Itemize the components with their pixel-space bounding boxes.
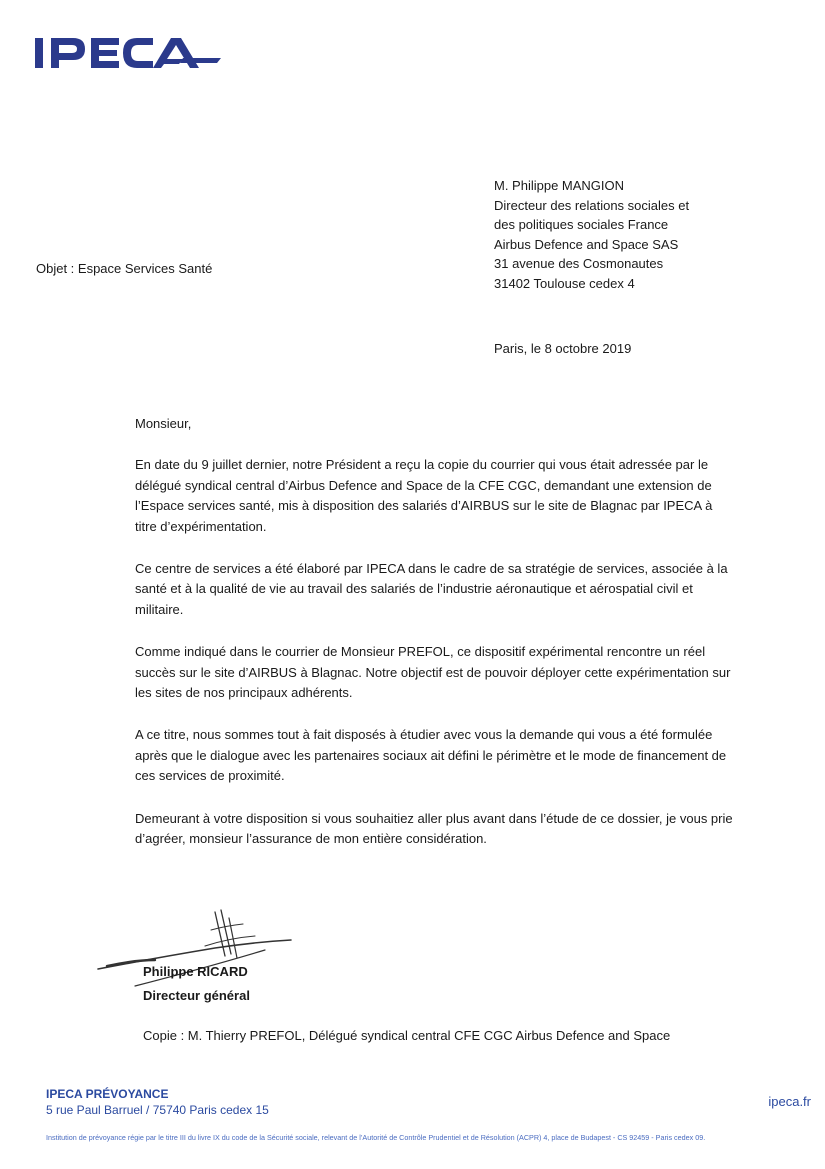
recipient-line: Directeur des relations sociales et — [494, 197, 690, 213]
subject-line: Objet : Espace Services Santé — [36, 261, 213, 276]
letter-body — [135, 414, 735, 872]
paragraph: Comme indiqué dans le courrier de Monsieur PREFOL, ce dispositif expérimental rencontre un réel succès sur le site d’AIRBUS à Blagnac. Notre objectif est de pouvoir déployer cette expérimentation sur les sites de nos principaux adhérents. — [135, 644, 731, 701]
footer-legal-notice: Institution de prévoyance régie par le titre III du livre IX du code de la Sécurité sociale, relevant de l’Autorité de Contrôle Prudentiel et de Résolution (ACPR) 4, place de Budapest - CS 92459 - Paris cedex 09. — [46, 1133, 706, 1142]
paragraph: A ce titre, nous sommes tout à fait disposés à étudier avec vous la demande qui vous a été formulée après que le dialogue avec les partenaires sociaux ait défini le périmètre et le mode de financement de ces services de proximité. — [135, 727, 727, 784]
signatory-name: Philippe RICARD — [143, 964, 248, 979]
recipient-line: 31 avenue des Cosmonautes — [494, 256, 664, 272]
signatory-title: Directeur général — [143, 988, 250, 1003]
footer-address: 5 rue Paul Barruel / 75740 Paris cedex 15 — [46, 1103, 269, 1117]
recipient-line: 31402 Toulouse cedex 4 — [494, 275, 635, 291]
recipient-line: des politiques sociales France — [494, 217, 669, 233]
ipeca-logo — [33, 34, 223, 74]
recipient-line: Airbus Defence and Space SAS — [494, 236, 679, 252]
greeting: Monsieur, — [135, 416, 192, 431]
paragraph: Demeurant à votre disposition si vous souhaitiez aller plus avant dans l’étude de ce dossier, je vous prie d’agréer, monsieur l’assurance de mon entière considération. — [135, 810, 733, 847]
ipeca-logo-mark — [33, 34, 223, 74]
letter-date: Paris, le 8 octobre 2019 — [494, 341, 632, 356]
footer-website-link[interactable]: ipeca.fr — [768, 1094, 811, 1109]
recipient-line: M. Philippe MANGION — [494, 178, 625, 193]
copy-recipient: Copie : M. Thierry PREFOL, Délégué syndical central CFE CGC Airbus Defence and Space — [143, 1028, 671, 1043]
paragraph: En date du 9 juillet dernier, notre Président a reçu la copie du courrier qui vous était adressée par le délégué syndical central d’Airbus Defence and Space de la CFE CGC, demandant une extension de l’Espace services santé, mis à disposition des salariés d’AIRBUS sur le site de Blagnac par IPECA à titre d’expérimentation. — [135, 457, 713, 534]
footer-org-name: IPECA PRÉVOYANCE — [46, 1087, 169, 1101]
recipient-address — [494, 176, 689, 294]
paragraph: Ce centre de services a été élaboré par IPECA dans le cadre de sa stratégie de services, associée à la santé et à la qualité de vie au travail des salariés de l’industrie aéronautique et aérospatial civil et militaire. — [135, 561, 728, 617]
